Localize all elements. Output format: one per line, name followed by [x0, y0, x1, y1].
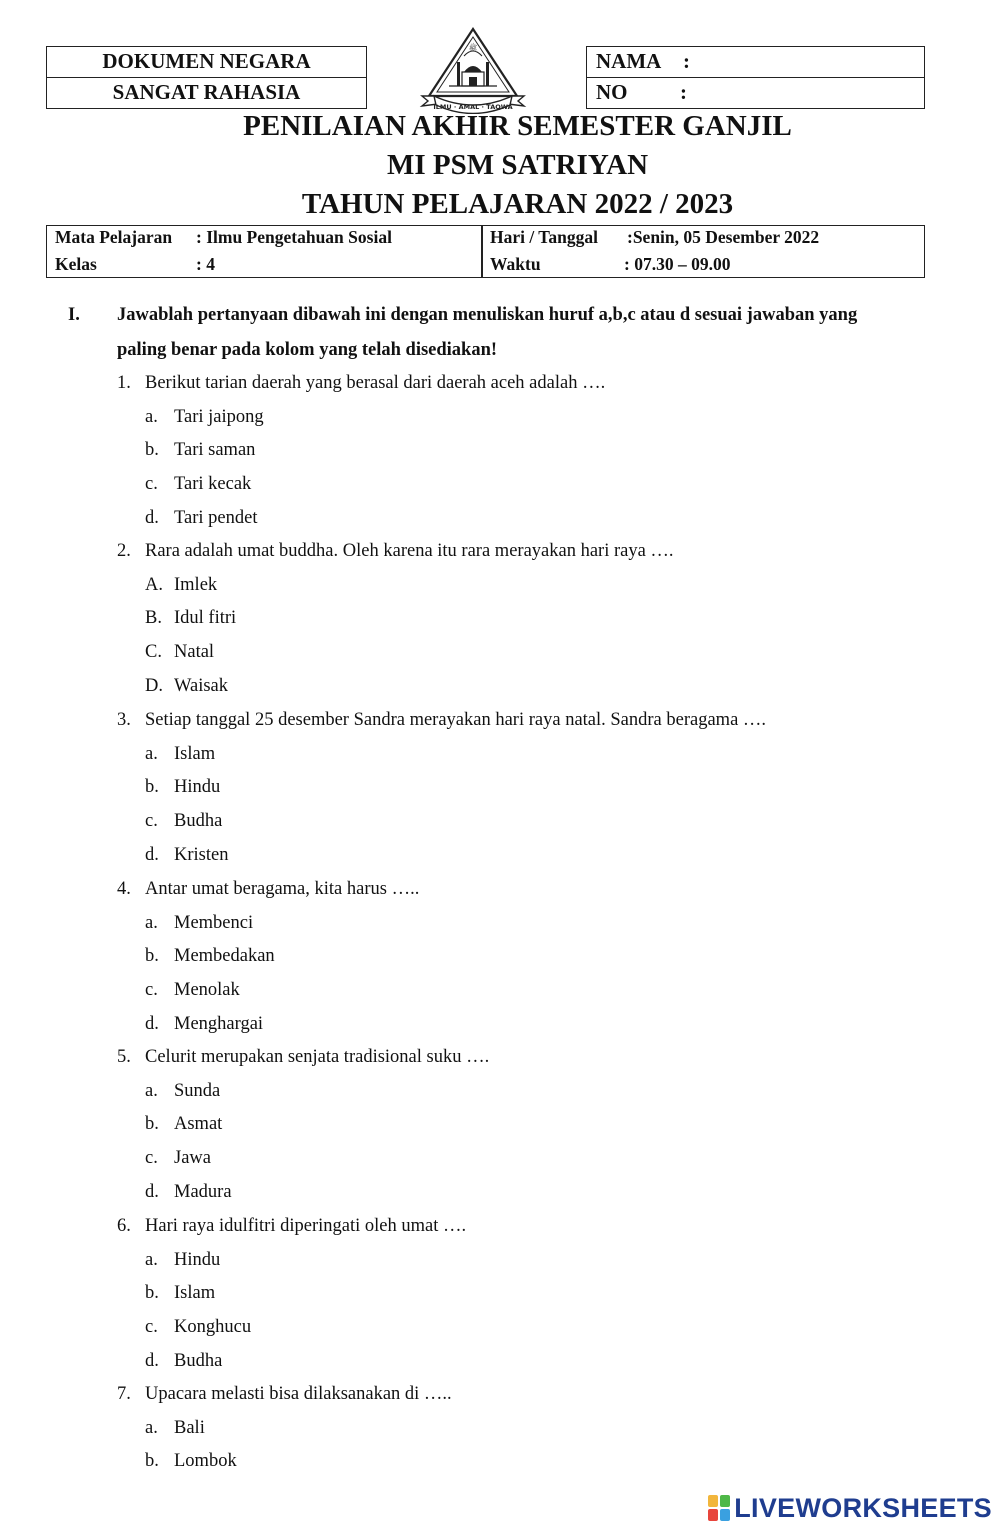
instruction-line-1: Jawablah pertanyaan dibawah ini dengan menuliskan huruf a,b,c atau d sesuai jawaban yang	[117, 305, 858, 325]
time-value: : 07.30 – 09.00	[624, 254, 731, 274]
question-text: Berikut tarian daerah yang berasal dari daerah aceh adalah ….	[145, 373, 606, 393]
answer-option	[145, 676, 545, 702]
option-letter: b.	[145, 777, 159, 798]
option-letter: d.	[145, 844, 159, 865]
option-letter: D.	[145, 675, 163, 696]
question-number: 1.	[117, 373, 131, 393]
class-value: : 4	[196, 254, 215, 274]
option-letter: b.	[145, 946, 159, 967]
option-letter: d.	[145, 1181, 159, 1202]
option-text: Kristen	[174, 844, 229, 865]
question-5	[117, 1047, 937, 1073]
school-name: MI PSM SATRIYAN	[386, 149, 649, 181]
answer-option	[145, 608, 545, 634]
answer-option	[145, 1283, 545, 1309]
option-text: Natal	[174, 642, 215, 663]
answer-option	[145, 744, 545, 770]
question-text: Setiap tanggal 25 desember Sandra merayakan hari raya natal. Sandra beragama ….	[145, 710, 767, 730]
answer-option	[145, 407, 545, 433]
option-text: Waisak	[174, 675, 228, 696]
option-text: Lombok	[174, 1451, 237, 1472]
option-text: Konghucu	[174, 1317, 252, 1338]
option-text: Budha	[174, 811, 223, 832]
name-field-label: NAMA	[596, 49, 662, 73]
svg-text:ﷺ: ﷺ	[468, 44, 478, 52]
question-text: Rara adalah umat buddha. Oleh karena itu rara merayakan hari raya ….	[145, 541, 674, 561]
question-4	[117, 879, 937, 905]
question-number: 4.	[117, 879, 131, 899]
option-text: Tari kecak	[174, 474, 252, 495]
option-text: Islam	[174, 743, 216, 764]
question-text: Celurit merupakan senjata tradisional suku ….	[145, 1047, 490, 1067]
name-field-sep: :	[683, 49, 690, 73]
option-letter: d.	[145, 1350, 159, 1371]
liveworksheets-brand-text: LIVEWORKSHEETS	[734, 1492, 992, 1523]
answer-option	[145, 1451, 545, 1477]
option-text: Hindu	[174, 1249, 221, 1270]
number-field-label: NO	[596, 80, 628, 104]
option-text: Asmat	[174, 1114, 223, 1135]
option-letter: a.	[145, 912, 158, 933]
option-text: Tari pendet	[174, 507, 258, 528]
answer-option	[145, 474, 545, 500]
question-text: Hari raya idulfitri diperingati oleh umat ….	[145, 1216, 467, 1236]
answer-option	[145, 1418, 545, 1444]
answer-option	[145, 1081, 545, 1107]
svg-text:ILMU · AMAL · TAQWA: ILMU · AMAL · TAQWA	[433, 103, 513, 111]
option-letter: b.	[145, 1114, 159, 1135]
option-letter: c.	[145, 1317, 158, 1338]
option-text: Bali	[174, 1417, 205, 1438]
option-letter: b.	[145, 1451, 159, 1472]
answer-option	[145, 575, 545, 601]
option-text: Tari jaipong	[174, 406, 264, 427]
option-letter: c.	[145, 811, 158, 832]
instruction-line-2: paling benar pada kolom yang telah disediakan!	[117, 340, 498, 360]
question-text: Antar umat beragama, kita harus …..	[145, 879, 420, 899]
option-text: Membenci	[174, 912, 254, 933]
question-number: 3.	[117, 710, 131, 730]
subject-value: : Ilmu Pengetahuan Sosial	[196, 227, 392, 247]
option-letter: a.	[145, 406, 158, 427]
option-letter: a.	[145, 1249, 158, 1270]
header-right-bottom-box	[586, 77, 925, 109]
question-1	[117, 373, 937, 399]
option-letter: a.	[145, 743, 158, 764]
answer-option	[145, 1114, 545, 1140]
option-letter: b.	[145, 1283, 159, 1304]
day-value: :Senin, 05 Desember 2022	[627, 227, 820, 247]
option-letter: a.	[145, 1080, 158, 1101]
option-letter: b.	[145, 440, 159, 461]
answer-option	[145, 946, 545, 972]
answer-option	[145, 642, 545, 668]
option-text: Tari saman	[174, 440, 256, 461]
option-letter: d.	[145, 507, 159, 528]
question-number: 7.	[117, 1384, 131, 1404]
option-text: Hindu	[174, 777, 221, 798]
exam-title: PENILAIAN AKHIR SEMESTER GANJIL	[243, 110, 792, 142]
option-letter: A.	[145, 574, 163, 595]
section-number: I.	[68, 305, 80, 325]
option-text: Madura	[174, 1181, 232, 1202]
question-number: 6.	[117, 1216, 131, 1236]
option-text: Islam	[174, 1283, 216, 1304]
option-text: Imlek	[174, 574, 218, 595]
option-letter: B.	[145, 608, 162, 629]
option-letter: C.	[145, 642, 162, 663]
liveworksheets-watermark	[708, 1488, 992, 1528]
liveworksheets-logo-icon	[708, 1495, 730, 1521]
answer-option	[145, 980, 545, 1006]
option-text: Menolak	[174, 980, 240, 1001]
answer-option	[145, 1351, 545, 1377]
question-6	[117, 1216, 937, 1242]
day-label: Hari / Tanggal	[490, 227, 598, 247]
question-number: 2.	[117, 541, 131, 561]
answer-option	[145, 811, 545, 837]
answer-option	[145, 508, 545, 534]
option-letter: c.	[145, 474, 158, 495]
option-text: Jawa	[174, 1148, 211, 1169]
document-classification: DOKUMEN NEGARA	[102, 49, 311, 73]
answer-option	[145, 777, 545, 803]
answer-option	[145, 1317, 545, 1343]
answer-option	[145, 1014, 545, 1040]
answer-option	[145, 1250, 545, 1276]
academic-year: TAHUN PELAJARAN 2022 / 2023	[301, 188, 734, 220]
school-logo	[414, 26, 532, 114]
answer-option	[145, 1148, 545, 1174]
option-letter: d.	[145, 1013, 159, 1034]
option-text: Menghargai	[174, 1013, 264, 1034]
class-label: Kelas	[55, 254, 97, 274]
secrecy-label: SANGAT RAHASIA	[112, 80, 301, 104]
question-text: Upacara melasti bisa dilaksanakan di …..	[145, 1384, 452, 1404]
answer-option	[145, 440, 545, 466]
option-letter: a.	[145, 1417, 158, 1438]
question-2	[117, 541, 937, 567]
exam-info-divider	[481, 225, 483, 278]
option-text: Budha	[174, 1350, 223, 1371]
option-text: Membedakan	[174, 946, 275, 967]
time-label: Waktu	[490, 254, 541, 274]
answer-option	[145, 845, 545, 871]
option-letter: c.	[145, 1148, 158, 1169]
subject-label: Mata Pelajaran	[55, 227, 173, 247]
answer-option	[145, 913, 545, 939]
option-text: Sunda	[174, 1080, 221, 1101]
option-letter: c.	[145, 980, 158, 1001]
number-field-sep: :	[680, 80, 687, 104]
question-3	[117, 710, 937, 736]
question-number: 5.	[117, 1047, 131, 1067]
question-7	[117, 1384, 937, 1410]
option-text: Idul fitri	[174, 608, 237, 629]
answer-option	[145, 1182, 545, 1208]
